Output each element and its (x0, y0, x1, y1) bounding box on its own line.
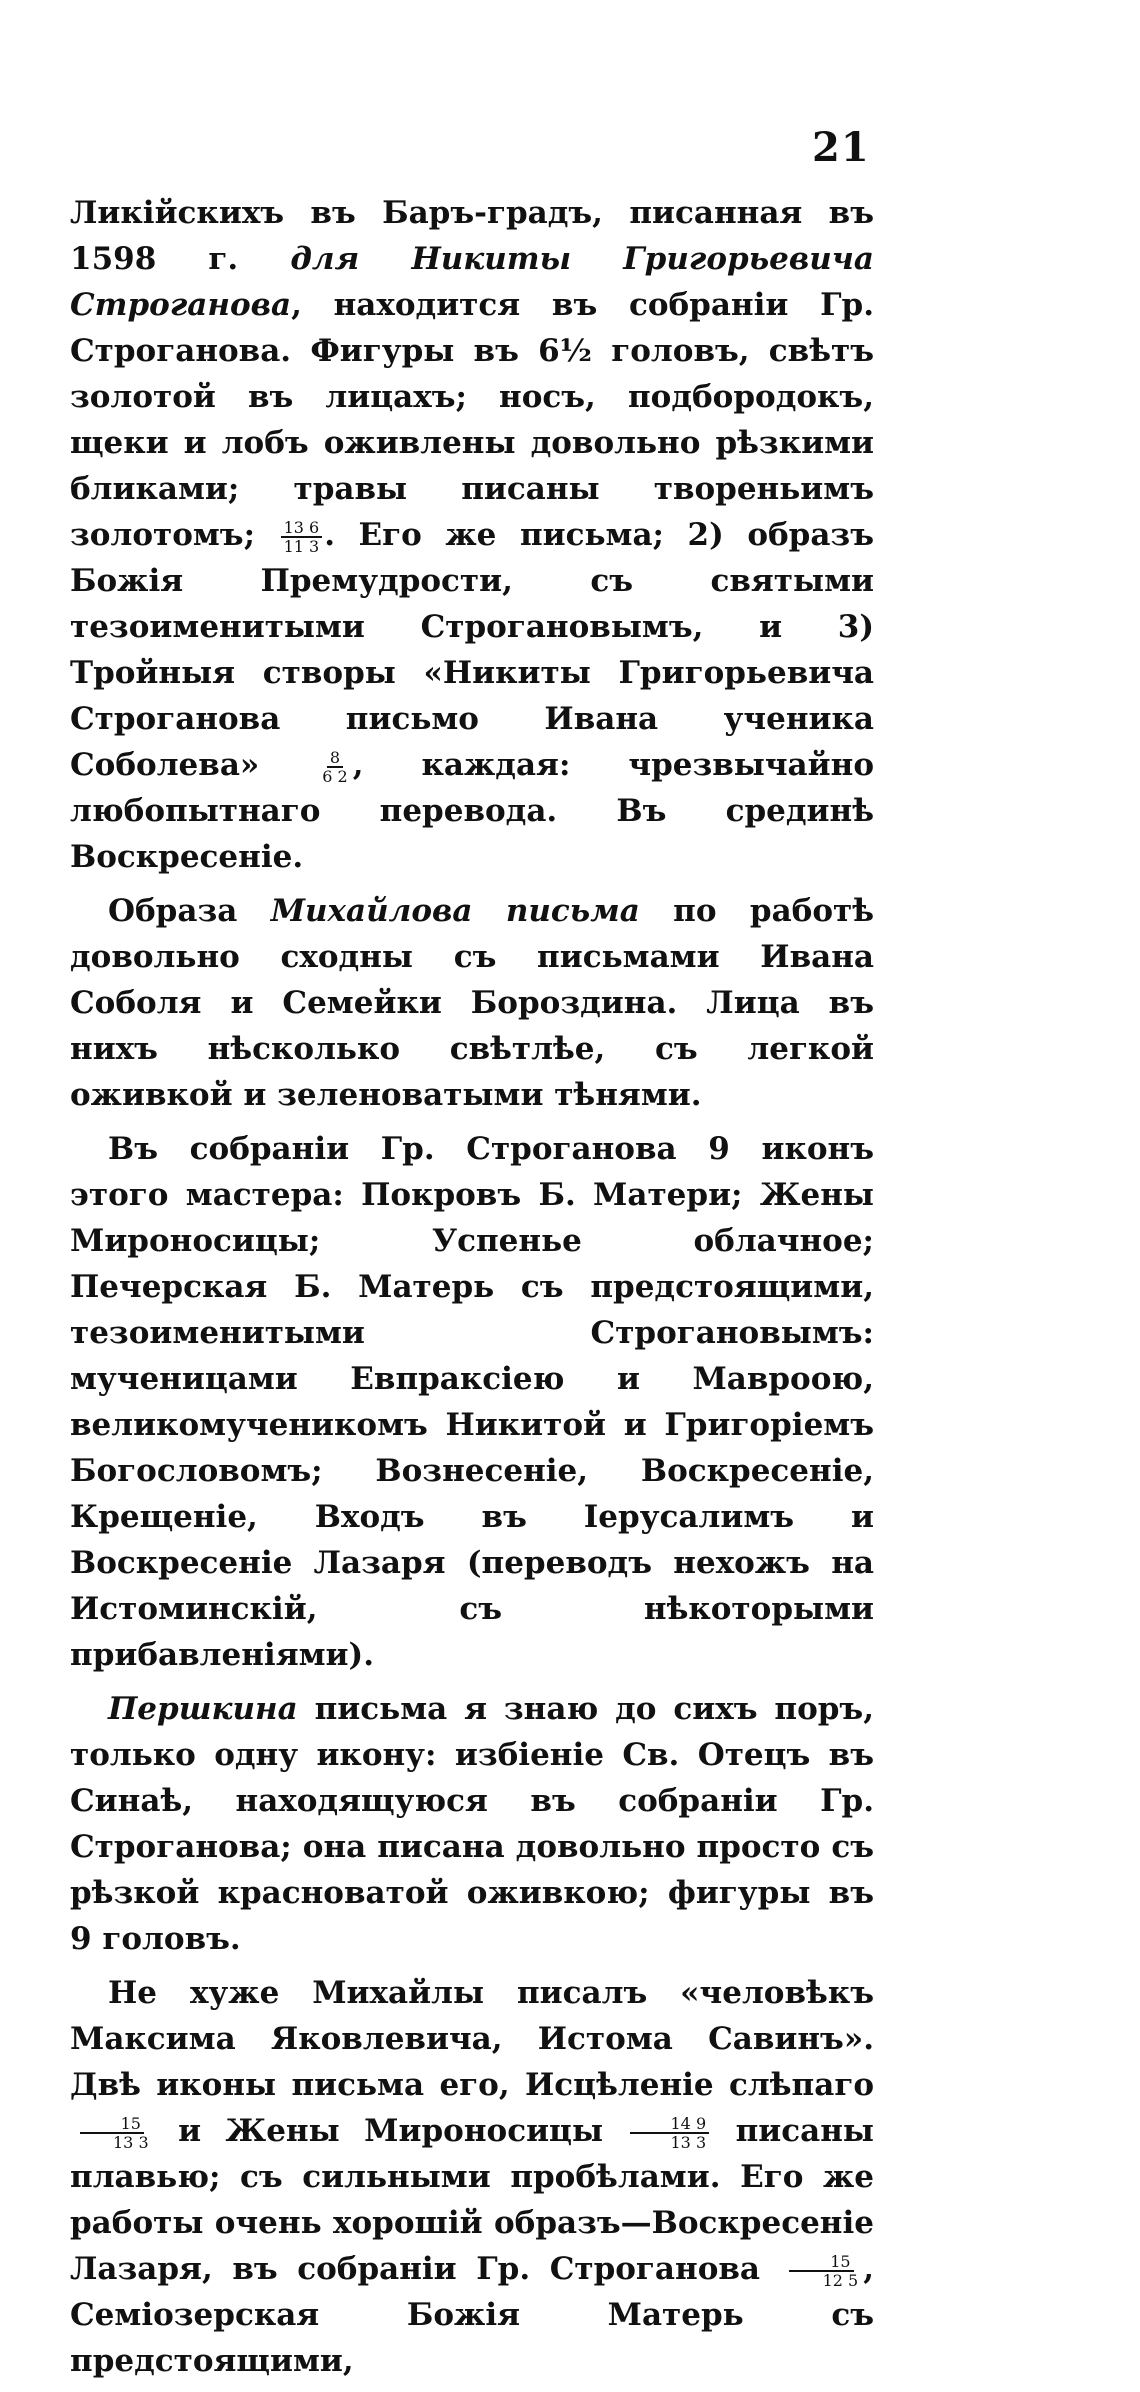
catalog-fraction (72, 2115, 152, 2151)
fraction-denominator: 13 3 (113, 2132, 149, 2152)
text-run: . Его же письма; 2) образъ Божія Премудрости, съ святыми тезоименитыми Строгановымъ, и 3) Тройныя створы «Никиты Григорьевича Строганова письмо Ивана ученика Соболева» (70, 517, 874, 783)
paragraph (70, 1126, 874, 1678)
fraction-numerator: 13 6 (281, 519, 323, 538)
paragraph (70, 888, 874, 1118)
fraction-denominator: 11 3 (283, 536, 320, 556)
fraction-denominator: 6 2 (322, 766, 348, 786)
paragraph (70, 1970, 874, 2384)
text-run: и Жены Мироносицы (153, 2113, 628, 2149)
text-run: , находится въ собраніи Гр. Строганова. Фигуры въ 6½ головъ, свѣтъ золотой въ лицахъ; носъ, подбородокъ, щеки и лобъ оживлены довольно рѣзкими бликами; травы писаны твореньимъ золотомъ; (70, 287, 874, 553)
paragraph (70, 1686, 874, 1962)
text-run: Не хуже Михайлы писалъ «человѣкъ Максима Яковлевича, Истома Савинъ». Двѣ иконы письма его, Исцѣленіе слѣпаго (70, 1975, 874, 2103)
italic-text: Першкина (108, 1691, 298, 1727)
text-run: , каждая: чрезвычайно любопытнаго перевода. Въ срединѣ Воскресеніе. (70, 747, 875, 875)
fraction-numerator: 15 (789, 2253, 853, 2272)
page-number: 21 (812, 124, 870, 171)
fraction-numerator: 14 9 (630, 2115, 710, 2134)
text-run: писаны плавью; съ сильными пробѣлами. Его же работы очень хорошій образъ—Воскресеніе Лазаря, въ собраніи Гр. Строганова (70, 2113, 874, 2287)
text-run: Въ собраніи Гр. Строганова 9 иконъ этого мастера: Покровъ Б. Матери; Жены Мироносицы; Успенье облачное; Печерская Б. Матерь съ предстоящими, тезоименитыми Строгановымъ: мученицами Евпраксіею и Мавроою, великомученикомъ Никитой и Григоріемъ Богословомъ; Вознесеніе, Воскресеніе, Крещеніе, Входъ въ Іерусалимъ и Воскресеніе Лазаря (переводъ нехожъ на Истоминскій, съ нѣкоторыми прибавленіями). (70, 1131, 874, 1673)
catalog-fraction (281, 519, 323, 555)
paragraph (70, 190, 874, 880)
text-run: Образа (108, 893, 271, 929)
fraction-numerator: 8 (327, 749, 343, 768)
body-text (70, 190, 874, 2392)
catalog-fraction (782, 2253, 862, 2289)
fraction-denominator: 13 3 (670, 2132, 707, 2152)
fraction-denominator: 12 5 (822, 2270, 859, 2290)
catalog-fraction (319, 749, 350, 785)
text-run: по работѣ довольно сходны съ письмами Ивана Соболя и Семейки Бороздина. Лица въ нихъ нѣсколько свѣтлѣе, съ легкой оживкой и зеленоватыми тѣнями. (70, 893, 875, 1113)
text-run: письма я знаю до сихъ поръ, только одну икону: избіеніе Св. Отецъ въ Синаѣ, находящуюся въ собраніи Гр. Строганова; она писана довольно просто съ рѣзкой красноватой оживкою; фигуры въ 9 головъ. (70, 1691, 874, 1957)
text-run: Ликійскихъ въ Баръ-градъ, писанная въ 1598 г. (70, 195, 874, 277)
fraction-numerator: 15 (80, 2115, 144, 2134)
italic-text: Михайлова письма (270, 893, 640, 929)
catalog-fraction (630, 2115, 710, 2151)
italic-text: для Никиты Григорьевича Строганова (70, 241, 875, 323)
text-run: , Семіозерская Божія Матерь съ предстоящими, (70, 2251, 874, 2379)
